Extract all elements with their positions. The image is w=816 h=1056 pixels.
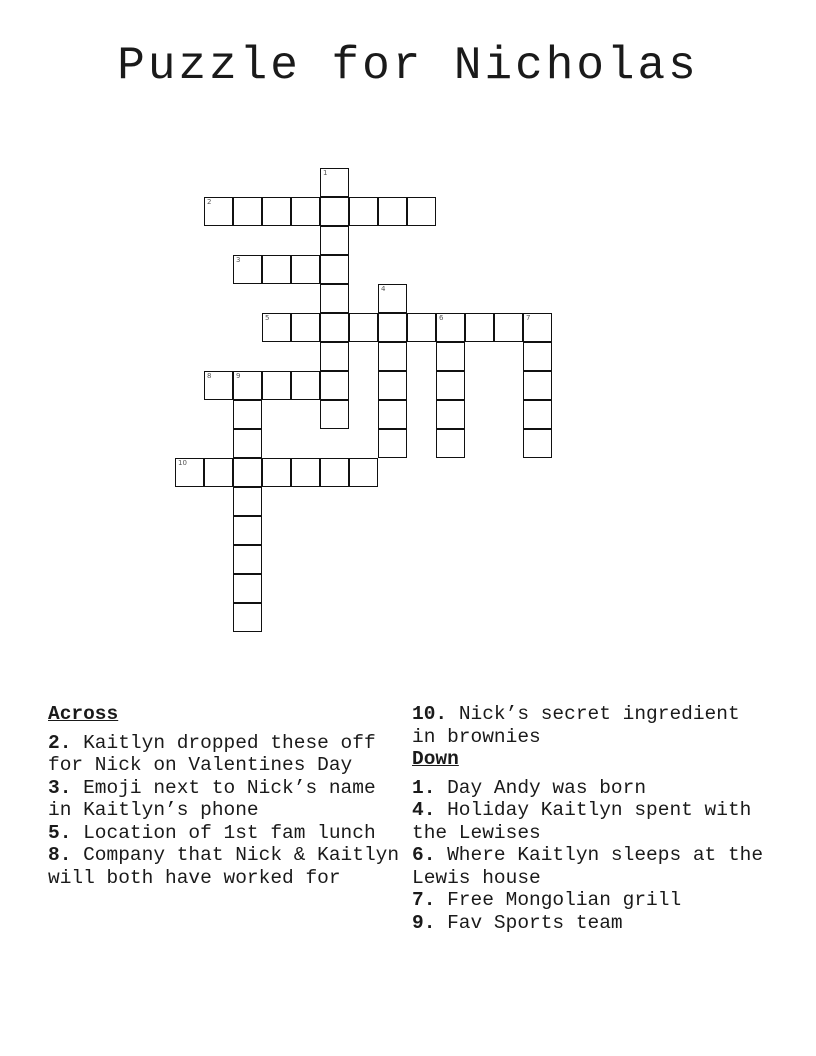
grid-cell[interactable] [320,255,349,284]
grid-cell[interactable] [291,255,320,284]
grid-cell[interactable] [233,574,262,603]
grid-cell[interactable] [349,313,378,342]
grid-cell[interactable] [204,197,233,226]
grid-cell[interactable] [378,197,407,226]
grid-cell[interactable] [291,197,320,226]
clue-number: 6. [412,844,436,866]
clue-text: Where Kaitlyn sleeps at the Lewis house [412,844,764,889]
clue-text: Day Andy was born [447,776,647,799]
grid-cell[interactable] [494,313,523,342]
grid-cell[interactable] [465,313,494,342]
cell-number: 8 [207,372,212,380]
down-clue-6 [412,844,772,889]
down-clue-1 [412,777,772,800]
grid-cell[interactable] [291,458,320,487]
grid-cell[interactable] [233,255,262,284]
clue-text: Nick’s secret ingredient in brownies [412,703,740,748]
cell-number: 9 [236,372,241,380]
across-clue-2 [48,732,404,777]
down-clue-7 [412,889,772,912]
grid-cell[interactable] [233,516,262,545]
grid-cell[interactable] [523,342,552,371]
across-clue-8 [48,844,404,889]
clue-text: Free Mongolian grill [447,889,682,911]
grid-cell[interactable] [233,371,262,400]
grid-cell[interactable] [320,313,349,342]
grid-cell[interactable] [320,197,349,226]
grid-cell[interactable] [262,197,291,226]
clue-number: 2. [48,731,72,754]
clue-text: Fav Sports team [447,911,623,934]
clues-right-column [412,703,772,934]
cell-number: 7 [526,314,531,322]
across-clue-5 [48,822,404,845]
clue-number: 4. [412,799,436,821]
down-heading: Down [412,748,459,770]
grid-cell[interactable] [204,458,233,487]
clue-text: Emoji next to Nick’s name in Kaitlyn’s phone [48,776,376,821]
clue-number: 9. [412,911,436,934]
clue-number: 7. [412,889,436,911]
down-clue-4 [412,799,772,844]
grid-cell[interactable] [378,371,407,400]
grid-cell[interactable] [436,371,465,400]
grid-cell[interactable] [291,371,320,400]
grid-cell[interactable] [233,545,262,574]
grid-cell[interactable] [436,429,465,458]
clue-number: 3. [48,776,72,799]
grid-cell[interactable] [262,371,291,400]
grid-cell[interactable] [291,313,320,342]
across-heading: Across [48,703,119,725]
grid-cell[interactable] [262,458,291,487]
grid-cell[interactable] [233,458,262,487]
grid-cell[interactable] [378,429,407,458]
grid-cell[interactable] [320,284,349,313]
grid-cell[interactable] [378,284,407,313]
grid-cell[interactable] [233,400,262,429]
grid-cell[interactable] [233,429,262,458]
clue-text: Location of 1st fam lunch [83,821,376,844]
grid-cell[interactable] [175,458,204,487]
grid-cell[interactable] [436,313,465,342]
grid-cell[interactable] [233,487,262,516]
grid-cell[interactable] [523,313,552,342]
grid-cell[interactable] [436,342,465,371]
grid-cell[interactable] [204,371,233,400]
grid-cell[interactable] [407,313,436,342]
clue-text: Kaitlyn dropped these off for Nick on Valentines Day [48,731,376,776]
grid-cell[interactable] [523,429,552,458]
clue-number: 1. [412,776,436,799]
grid-cell[interactable] [320,400,349,429]
cell-number: 10 [178,459,187,467]
grid-cell[interactable] [262,313,291,342]
cell-number: 1 [323,169,328,177]
clues-left-column [48,703,404,889]
cell-number: 3 [236,256,241,264]
grid-cell[interactable] [349,458,378,487]
grid-cell[interactable] [320,458,349,487]
grid-cell[interactable] [233,197,262,226]
cell-number: 2 [207,198,212,206]
clue-text: Holiday Kaitlyn spent with the Lewises [412,799,752,844]
cell-number: 4 [381,285,386,293]
grid-cell[interactable] [320,168,349,197]
grid-cell[interactable] [233,603,262,632]
grid-cell[interactable] [320,371,349,400]
grid-cell[interactable] [320,226,349,255]
clue-number: 10. [412,703,448,725]
across-clue-10 [412,703,772,748]
cell-number: 6 [439,314,444,322]
grid-cell[interactable] [378,400,407,429]
grid-cell[interactable] [320,342,349,371]
grid-cell[interactable] [407,197,436,226]
grid-cell[interactable] [349,197,378,226]
clue-number: 5. [48,821,72,844]
clue-number: 8. [48,844,72,866]
grid-cell[interactable] [378,342,407,371]
grid-cell[interactable] [523,371,552,400]
cell-number: 5 [265,314,270,322]
grid-cell[interactable] [262,255,291,284]
grid-cell[interactable] [378,313,407,342]
clue-text: Company that Nick & Kaitlyn will both have worked for [48,844,400,889]
grid-cell[interactable] [523,400,552,429]
across-clue-3 [48,777,404,822]
page-title: Puzzle for Nicholas [117,40,699,92]
down-clue-9 [412,912,772,935]
grid-cell[interactable] [436,400,465,429]
